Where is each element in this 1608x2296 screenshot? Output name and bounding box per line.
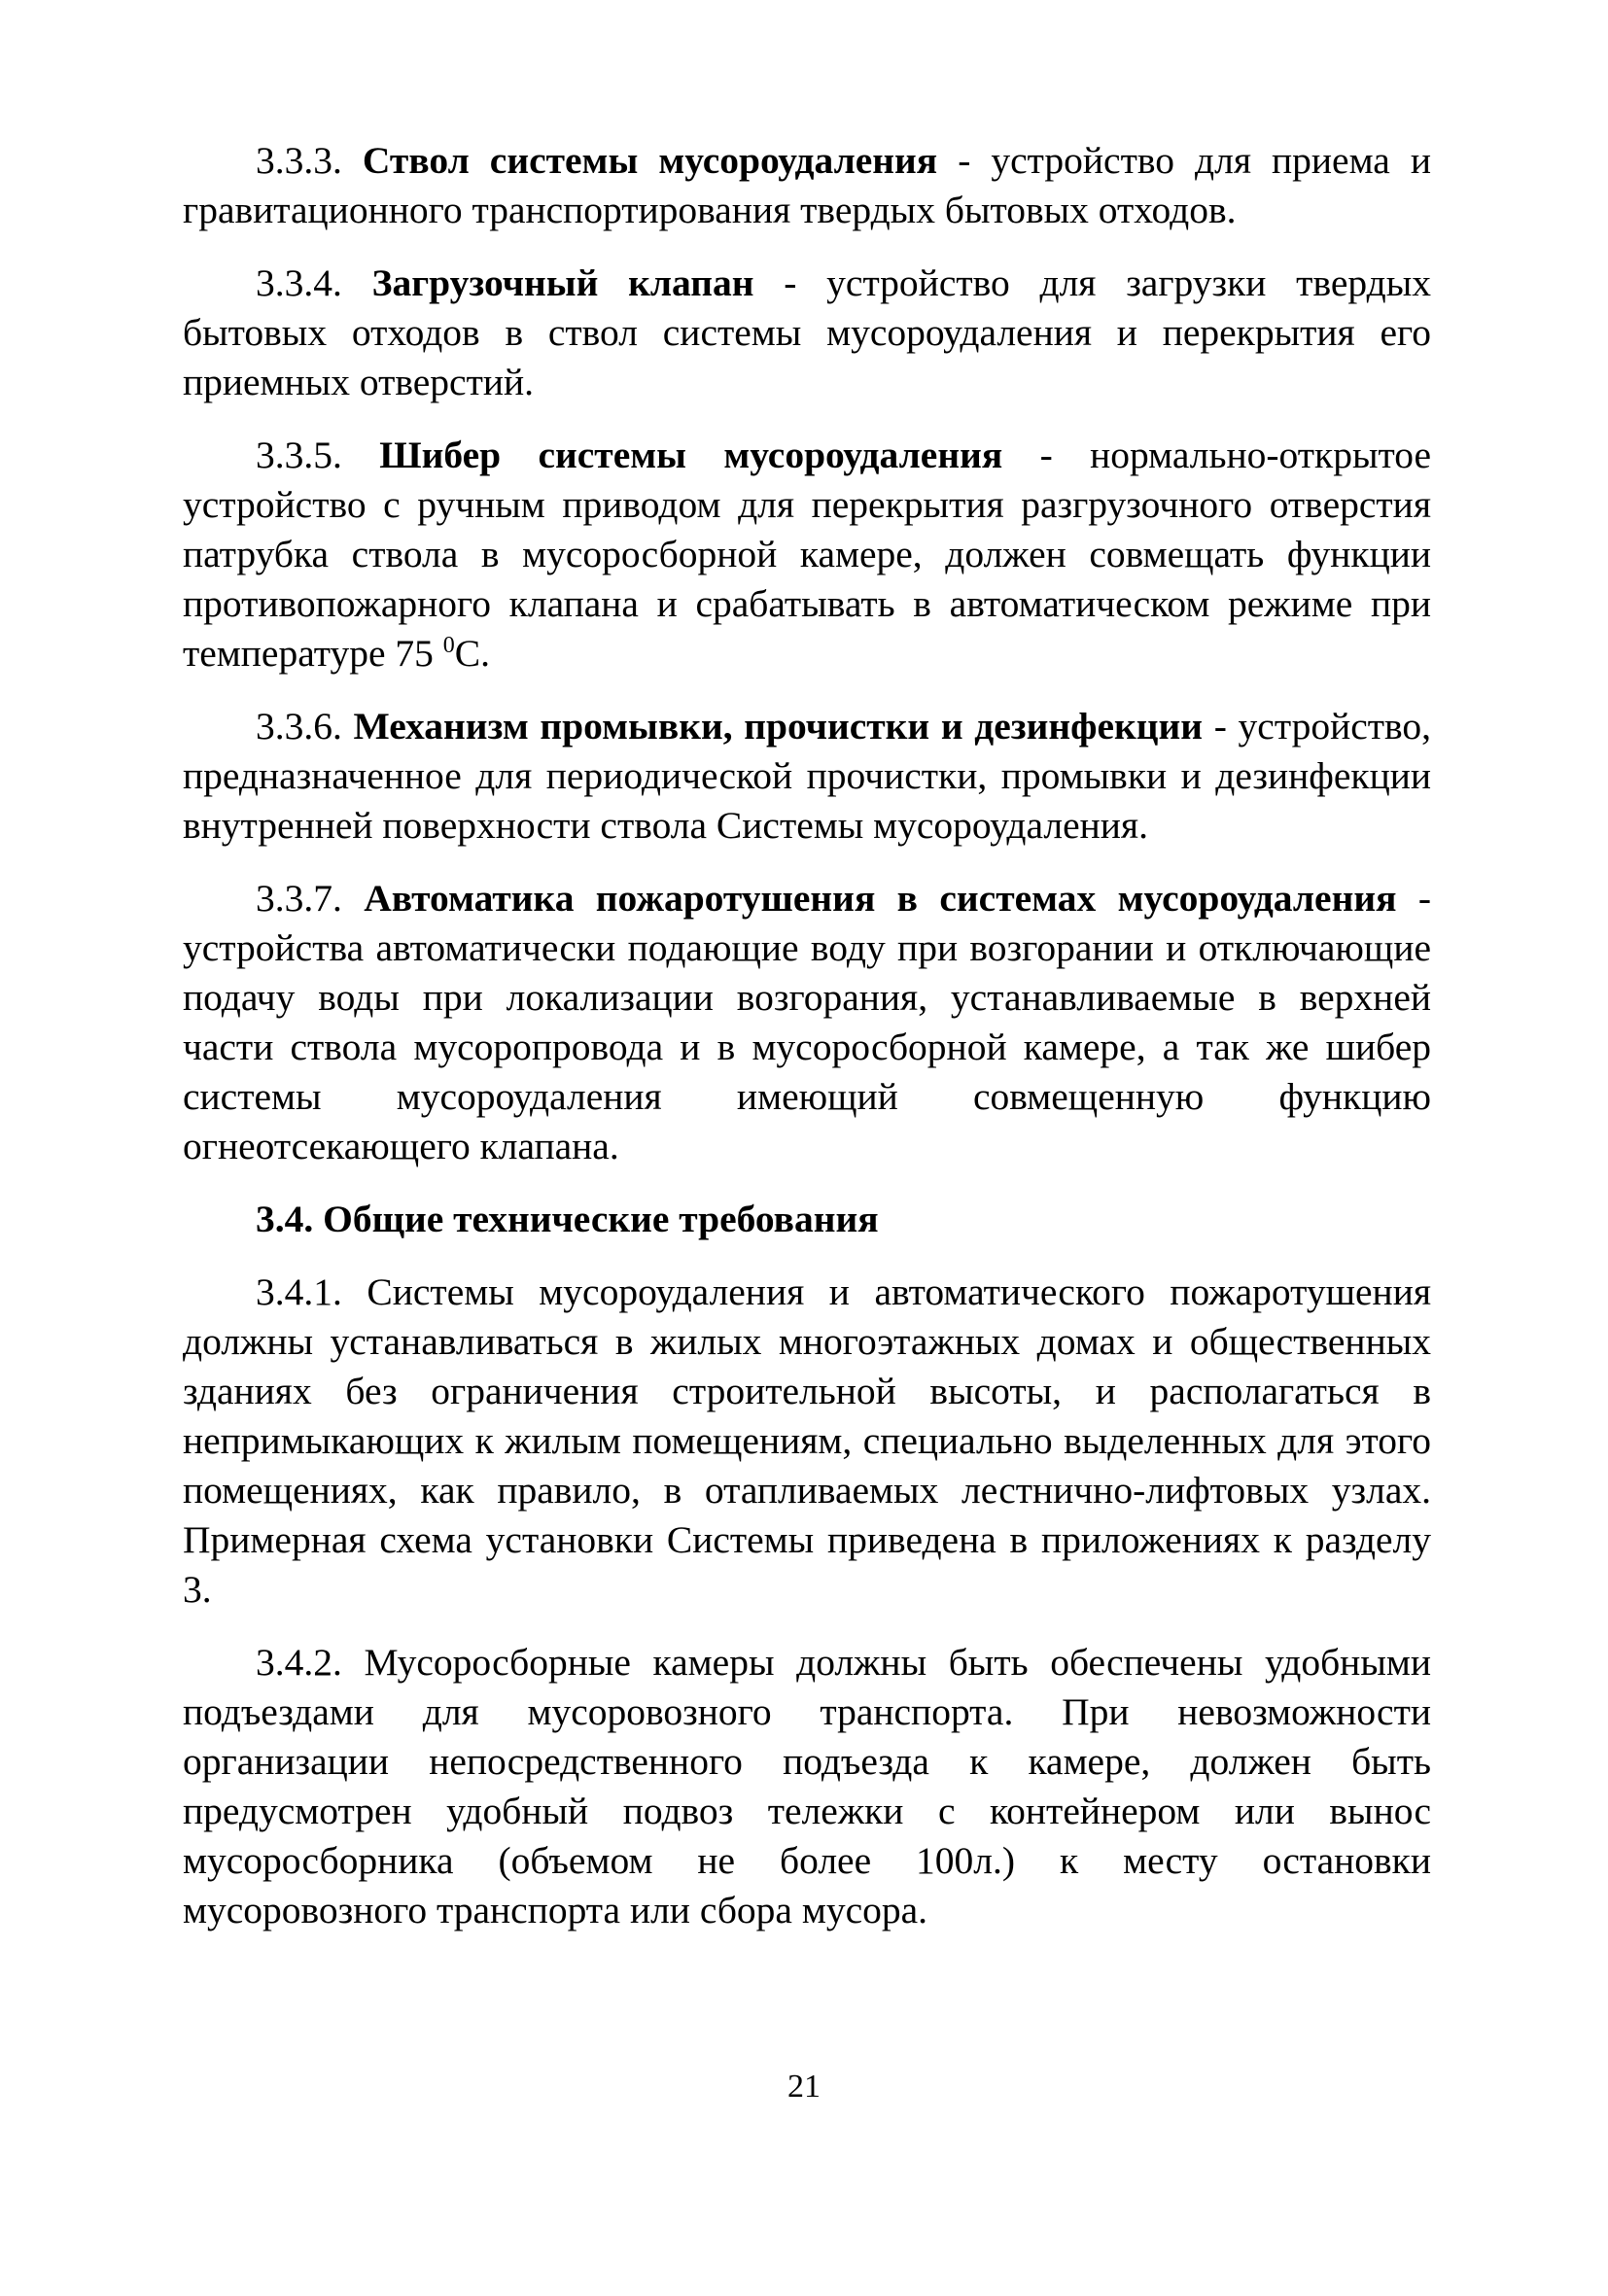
definition-text: - устройства автоматически подающие воду при возгорании и отключающие подачу воды при локализации возгорания, устанавливаемые в верхней части ствола мусоропровода и в мусоросборной камере, а так же шибер системы мусороудаления имеющий совмещенную функцию огнеотсекающего клапана.: [183, 877, 1432, 1167]
requirement-3-4-1: [183, 1268, 1431, 1615]
definition-tail: С.: [454, 632, 490, 675]
section-heading: 3.4. Общие технические требования: [256, 1198, 879, 1240]
clause-number: 3.4.1.: [256, 1270, 342, 1313]
clause-number: 3.3.5.: [256, 434, 342, 476]
defined-term: Шибер системы мусороудаления: [379, 434, 1003, 476]
requirement-text: Мусоросборные камеры должны быть обеспечены удобными подъездами для мусоровозного транспорта. При невозможности организации непосредственного подъезда к камере, должен быть предусмотрен удобный подвоз тележки с контейнером или вынос мусоросборника (объемом не более 100л.) к месту остановки мусоровозного транспорта или сбора мусора.: [183, 1641, 1431, 1931]
defined-term: Загрузочный клапан: [371, 261, 754, 304]
clause-number: 3.3.4.: [256, 261, 342, 304]
definition-text: - устройство, предназначенное для периодической прочистки, промывки и дезинфекции внутренней поверхности ствола Системы мусороудаления.: [183, 705, 1432, 847]
clause-number: 3.3.6.: [256, 705, 342, 748]
document-page: [183, 136, 1431, 1959]
degree-superscript: 0: [442, 633, 455, 658]
definition-text: - нормально-открытое устройство с ручным приводом для перекрытия разгрузочного отверстия патрубка ствола в мусоросборной камере, должен совмещать функции противопожарного клапана и срабатывать в автоматическом режиме при температуре 75: [183, 434, 1432, 675]
defined-term: Автоматика пожаротушения в системах мусороудаления: [364, 877, 1397, 920]
page-number: 21: [787, 2069, 821, 2105]
definition-3-3-7: [183, 874, 1431, 1171]
definition-3-3-6: [183, 702, 1431, 851]
defined-term: Ствол системы мусороудаления: [362, 139, 938, 182]
definition-text: - устройство для загрузки твердых бытовых отходов в ствол системы мусороудаления и перекрытия его приемных отверстий.: [183, 261, 1432, 403]
definition-3-3-3: [183, 136, 1431, 235]
definition-text: - устройство для приема и гравитационного транспортирования твердых бытовых отходов.: [183, 139, 1431, 231]
requirement-3-4-2: [183, 1638, 1431, 1935]
defined-term: Механизм промывки, прочистки и дезинфекции: [353, 705, 1204, 748]
clause-number: 3.4.2.: [256, 1641, 342, 1684]
definition-3-3-4: [183, 259, 1431, 407]
clause-number: 3.3.7.: [256, 877, 342, 920]
clause-number: 3.3.3.: [256, 139, 342, 182]
requirement-text: Системы мусороудаления и автоматического пожаротушения должны устанавливаться в жилых многоэтажных домах и общественных зданиях без ограничения строительной высоты, и располагаться в непримыкающих к жилым помещениям, специально выделенных для этого помещениях, как правило, в отапливаемых лестнично-лифтовых узлах. Примерная схема установки Системы приведена в приложениях к разделу 3.: [183, 1270, 1431, 1611]
definition-3-3-5: [183, 431, 1431, 678]
